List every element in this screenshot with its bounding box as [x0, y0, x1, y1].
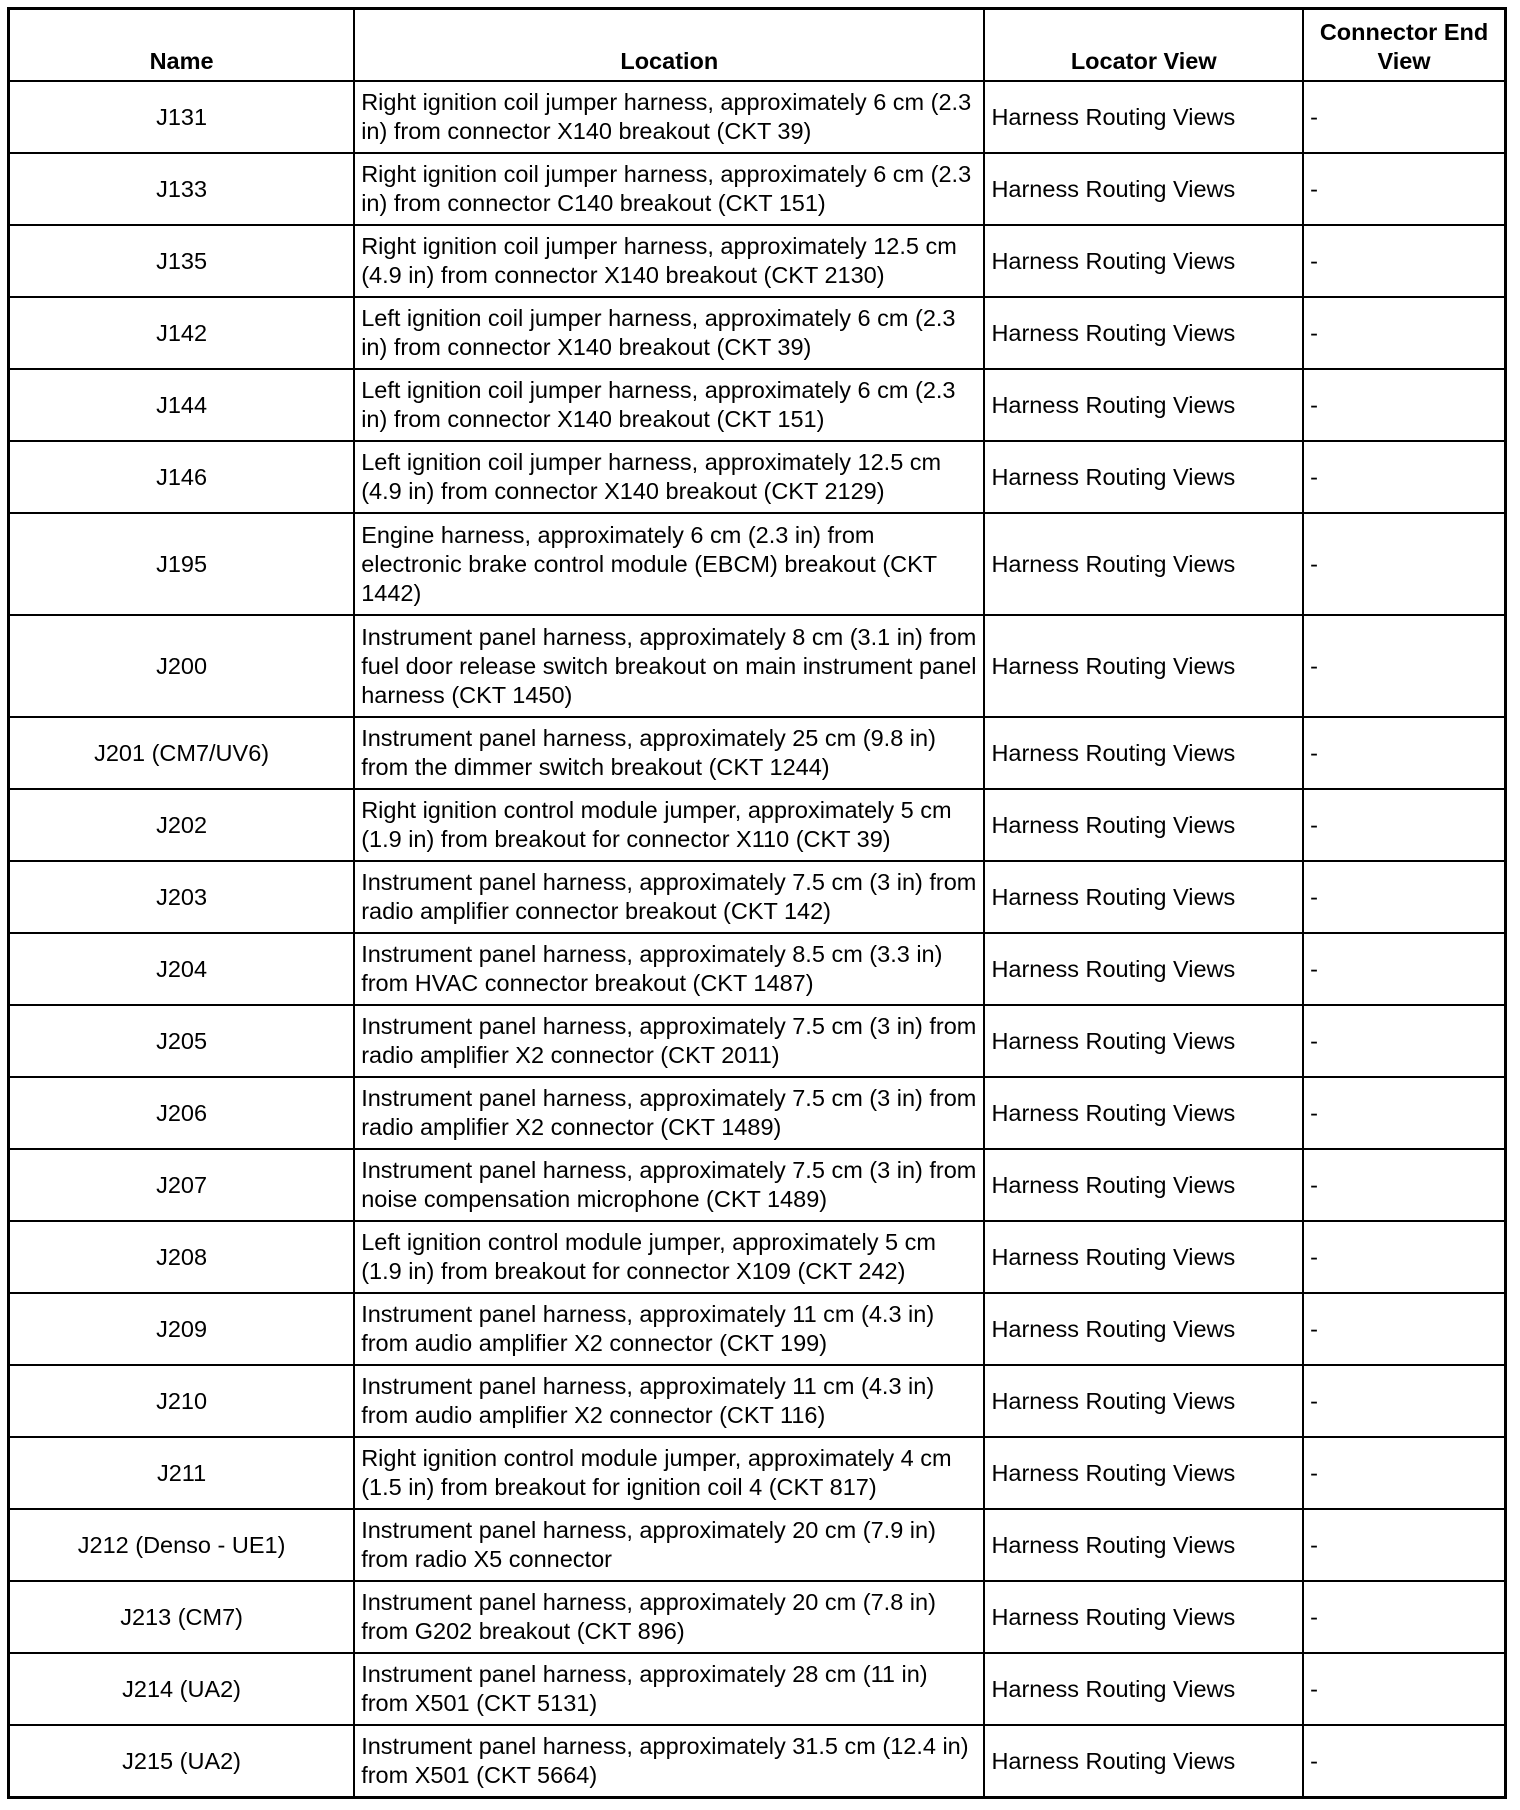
locator-view-link[interactable]: Harness Routing Views: [984, 81, 1303, 153]
locator-view-link[interactable]: Harness Routing Views: [984, 717, 1303, 789]
col-header-location: Location: [354, 9, 984, 82]
table-row: [9, 1077, 1506, 1149]
location-cell: Instrument panel harness, approximately 7.5 cm (3 in) from radio amplifier X2 connector (CKT 2011): [354, 1005, 984, 1077]
name-cell: J201 (CM7/UV6): [9, 717, 355, 789]
name-cell: J213 (CM7): [9, 1581, 355, 1653]
table-row: [9, 615, 1506, 717]
table-row: [9, 789, 1506, 861]
locator-view-link[interactable]: Harness Routing Views: [984, 1365, 1303, 1437]
location-cell: Engine harness, approximately 6 cm (2.3 in) from electronic brake control module (EBCM) breakout (CKT 1442): [354, 513, 984, 615]
connector-end-view-cell: -: [1303, 1365, 1505, 1437]
connector-end-view-cell: -: [1303, 717, 1505, 789]
table-row: [9, 1509, 1506, 1581]
location-cell: Left ignition control module jumper, approximately 5 cm (1.9 in) from breakout for connector X109 (CKT 242): [354, 1221, 984, 1293]
table-row: [9, 513, 1506, 615]
locator-view-link[interactable]: Harness Routing Views: [984, 1005, 1303, 1077]
connector-end-view-cell: -: [1303, 1581, 1505, 1653]
table-row: [9, 933, 1506, 1005]
col-header-locator-view: Locator View: [984, 9, 1303, 82]
connector-end-view-cell: -: [1303, 1725, 1505, 1798]
locator-view-link[interactable]: Harness Routing Views: [984, 1077, 1303, 1149]
connector-end-view-cell: -: [1303, 789, 1505, 861]
table-row: [9, 717, 1506, 789]
table-row: [9, 1581, 1506, 1653]
name-cell: J146: [9, 441, 355, 513]
connector-end-view-cell: -: [1303, 933, 1505, 1005]
name-cell: J211: [9, 1437, 355, 1509]
table-row: [9, 297, 1506, 369]
table-row: [9, 153, 1506, 225]
location-cell: Instrument panel harness, approximately 7.5 cm (3 in) from radio amplifier connector breakout (CKT 142): [354, 861, 984, 933]
name-cell: J212 (Denso - UE1): [9, 1509, 355, 1581]
location-cell: Instrument panel harness, approximately 11 cm (4.3 in) from audio amplifier X2 connector (CKT 116): [354, 1365, 984, 1437]
connector-end-view-cell: -: [1303, 1437, 1505, 1509]
locator-view-link[interactable]: Harness Routing Views: [984, 153, 1303, 225]
location-cell: Instrument panel harness, approximately 20 cm (7.9 in) from radio X5 connector: [354, 1509, 984, 1581]
location-cell: Instrument panel harness, approximately 7.5 cm (3 in) from radio amplifier X2 connector (CKT 1489): [354, 1077, 984, 1149]
locator-view-link[interactable]: Harness Routing Views: [984, 1149, 1303, 1221]
location-cell: Instrument panel harness, approximately 8 cm (3.1 in) from fuel door release switch breakout on main instrument panel harness (CKT 1450): [354, 615, 984, 717]
locator-view-link[interactable]: Harness Routing Views: [984, 861, 1303, 933]
location-cell: Right ignition control module jumper, approximately 4 cm (1.5 in) from breakout for ignition coil 4 (CKT 817): [354, 1437, 984, 1509]
locator-view-link[interactable]: Harness Routing Views: [984, 513, 1303, 615]
name-cell: J204: [9, 933, 355, 1005]
locator-view-link[interactable]: Harness Routing Views: [984, 441, 1303, 513]
location-cell: Right ignition coil jumper harness, approximately 6 cm (2.3 in) from connector X140 breakout (CKT 39): [354, 81, 984, 153]
connector-end-view-cell: -: [1303, 153, 1505, 225]
location-cell: Instrument panel harness, approximately 7.5 cm (3 in) from noise compensation microphone (CKT 1489): [354, 1149, 984, 1221]
name-cell: J214 (UA2): [9, 1653, 355, 1725]
locator-view-link[interactable]: Harness Routing Views: [984, 615, 1303, 717]
name-cell: J133: [9, 153, 355, 225]
locator-view-link[interactable]: Harness Routing Views: [984, 1725, 1303, 1798]
name-cell: J144: [9, 369, 355, 441]
table-body: [9, 81, 1506, 1798]
connector-end-view-cell: -: [1303, 297, 1505, 369]
table-row: [9, 1365, 1506, 1437]
locator-view-link[interactable]: Harness Routing Views: [984, 1653, 1303, 1725]
name-cell: J209: [9, 1293, 355, 1365]
table-row: [9, 369, 1506, 441]
locator-view-link[interactable]: Harness Routing Views: [984, 297, 1303, 369]
table-row: [9, 441, 1506, 513]
location-cell: Instrument panel harness, approximately 31.5 cm (12.4 in) from X501 (CKT 5664): [354, 1725, 984, 1798]
table-row: [9, 1149, 1506, 1221]
table-row: [9, 225, 1506, 297]
location-cell: Left ignition coil jumper harness, approximately 6 cm (2.3 in) from connector X140 breakout (CKT 151): [354, 369, 984, 441]
location-cell: Instrument panel harness, approximately 28 cm (11 in) from X501 (CKT 5131): [354, 1653, 984, 1725]
name-cell: J131: [9, 81, 355, 153]
locator-view-link[interactable]: Harness Routing Views: [984, 369, 1303, 441]
location-cell: Instrument panel harness, approximately 11 cm (4.3 in) from audio amplifier X2 connector (CKT 199): [354, 1293, 984, 1365]
connector-end-view-cell: -: [1303, 513, 1505, 615]
location-cell: Right ignition coil jumper harness, approximately 6 cm (2.3 in) from connector C140 breakout (CKT 151): [354, 153, 984, 225]
table-row: [9, 81, 1506, 153]
location-cell: Instrument panel harness, approximately 8.5 cm (3.3 in) from HVAC connector breakout (CKT 1487): [354, 933, 984, 1005]
table-row: [9, 1437, 1506, 1509]
location-cell: Instrument panel harness, approximately 25 cm (9.8 in) from the dimmer switch breakout (CKT 1244): [354, 717, 984, 789]
connector-end-view-cell: -: [1303, 225, 1505, 297]
col-header-name: Name: [9, 9, 355, 82]
connector-end-view-cell: -: [1303, 861, 1505, 933]
locator-view-link[interactable]: Harness Routing Views: [984, 225, 1303, 297]
name-cell: J210: [9, 1365, 355, 1437]
table-row: [9, 1221, 1506, 1293]
name-cell: J206: [9, 1077, 355, 1149]
name-cell: J202: [9, 789, 355, 861]
col-header-connector-end-view: Connector End View: [1303, 9, 1505, 82]
locator-view-link[interactable]: Harness Routing Views: [984, 1437, 1303, 1509]
connector-end-view-cell: -: [1303, 81, 1505, 153]
location-cell: Right ignition coil jumper harness, approximately 12.5 cm (4.9 in) from connector X140 breakout (CKT 2130): [354, 225, 984, 297]
locator-view-link[interactable]: Harness Routing Views: [984, 1509, 1303, 1581]
locator-view-link[interactable]: Harness Routing Views: [984, 933, 1303, 1005]
location-cell: Left ignition coil jumper harness, approximately 6 cm (2.3 in) from connector X140 breakout (CKT 39): [354, 297, 984, 369]
name-cell: J200: [9, 615, 355, 717]
location-cell: Right ignition control module jumper, approximately 5 cm (1.9 in) from breakout for connector X110 (CKT 39): [354, 789, 984, 861]
table-row: [9, 1725, 1506, 1798]
connector-end-view-cell: -: [1303, 1653, 1505, 1725]
table-row: [9, 1653, 1506, 1725]
name-cell: J208: [9, 1221, 355, 1293]
table-row: [9, 1005, 1506, 1077]
table-row: [9, 1293, 1506, 1365]
connector-end-view-cell: -: [1303, 1005, 1505, 1077]
name-cell: J207: [9, 1149, 355, 1221]
connector-end-view-cell: -: [1303, 615, 1505, 717]
name-cell: J195: [9, 513, 355, 615]
locator-view-link[interactable]: Harness Routing Views: [984, 1581, 1303, 1653]
location-cell: Instrument panel harness, approximately 20 cm (7.8 in) from G202 breakout (CKT 896): [354, 1581, 984, 1653]
name-cell: J215 (UA2): [9, 1725, 355, 1798]
connector-end-view-cell: -: [1303, 1149, 1505, 1221]
location-cell: Left ignition coil jumper harness, approximately 12.5 cm (4.9 in) from connector X140 breakout (CKT 2129): [354, 441, 984, 513]
locator-view-link[interactable]: Harness Routing Views: [984, 1293, 1303, 1365]
connector-end-view-cell: -: [1303, 369, 1505, 441]
name-cell: J203: [9, 861, 355, 933]
connector-end-view-cell: -: [1303, 441, 1505, 513]
name-cell: J205: [9, 1005, 355, 1077]
connector-end-view-cell: -: [1303, 1293, 1505, 1365]
connector-end-view-cell: -: [1303, 1077, 1505, 1149]
name-cell: J135: [9, 225, 355, 297]
splice-location-table: [7, 7, 1507, 1799]
name-cell: J142: [9, 297, 355, 369]
connector-end-view-cell: -: [1303, 1509, 1505, 1581]
connector-end-view-cell: -: [1303, 1221, 1505, 1293]
locator-view-link[interactable]: Harness Routing Views: [984, 789, 1303, 861]
header-row: [9, 9, 1506, 82]
locator-view-link[interactable]: Harness Routing Views: [984, 1221, 1303, 1293]
table-row: [9, 861, 1506, 933]
